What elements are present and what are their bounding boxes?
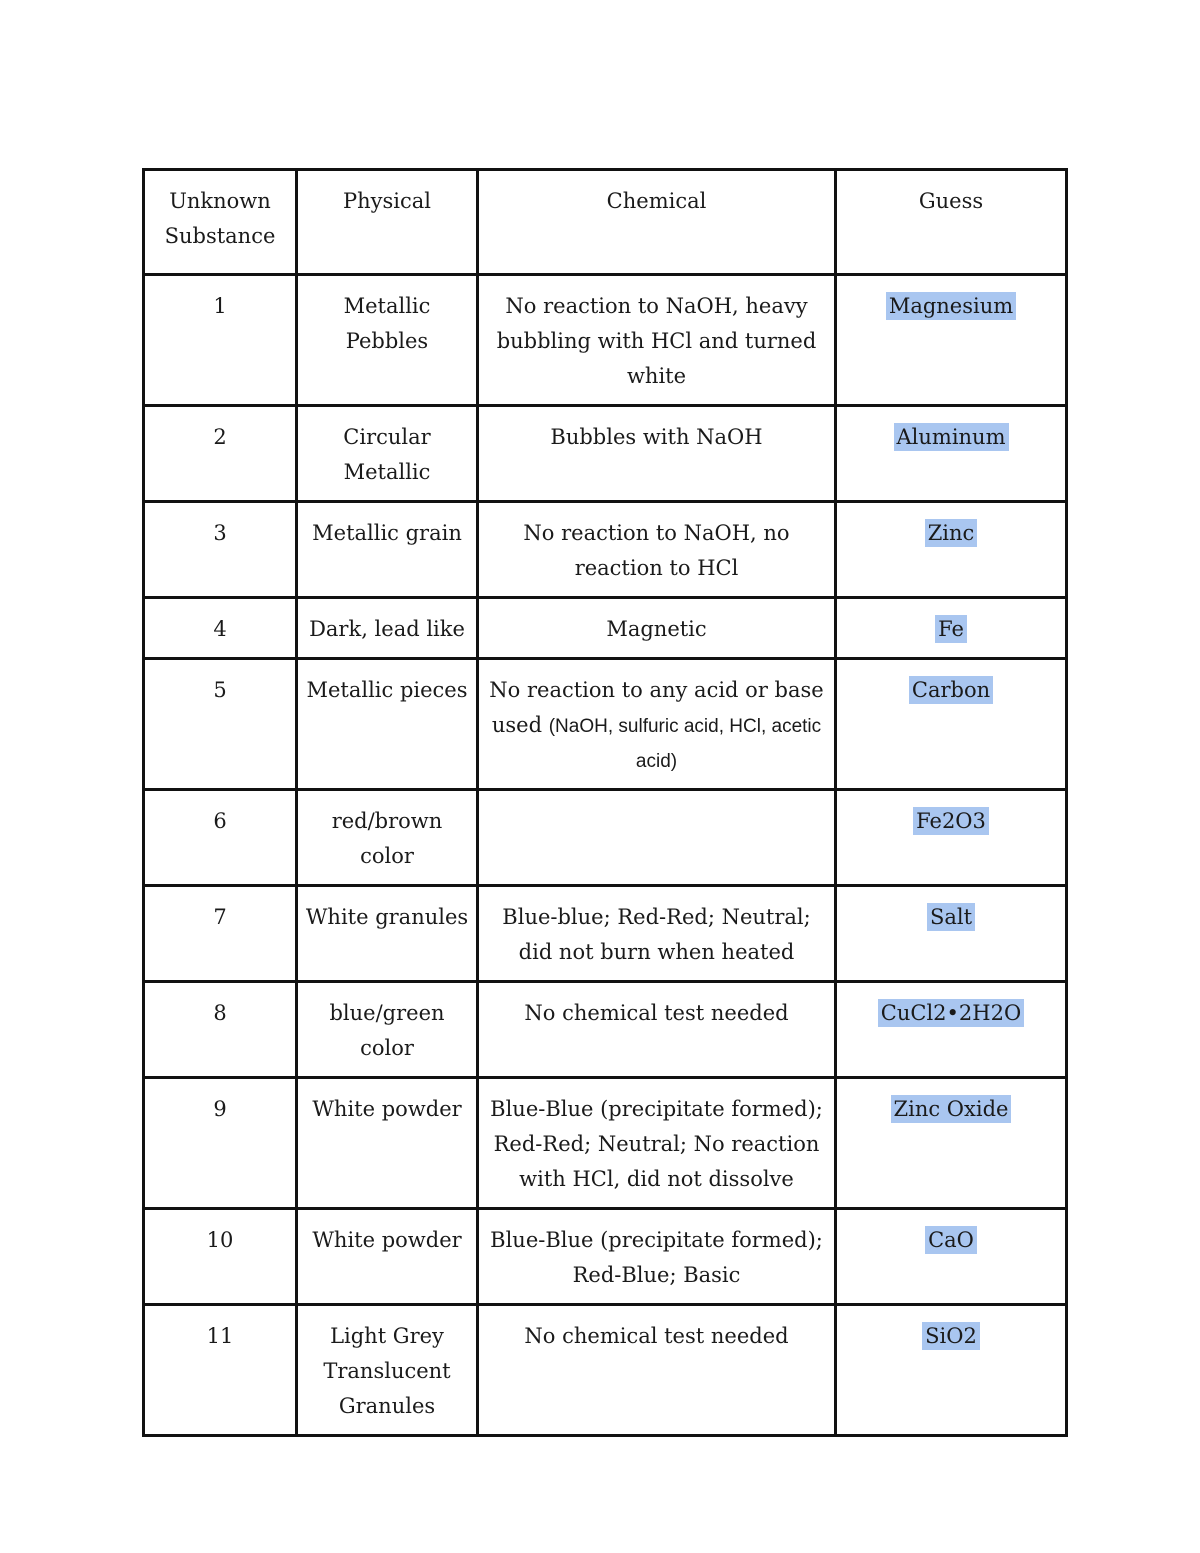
header-chemical: Chemical — [478, 170, 836, 275]
cell-physical: Metallic pieces — [297, 659, 478, 790]
table-row — [144, 598, 1067, 659]
cell-guess — [836, 659, 1067, 790]
table-row — [144, 1209, 1067, 1305]
guess-highlight: Magnesium — [886, 292, 1016, 320]
table-row — [144, 1305, 1067, 1436]
table-row — [144, 659, 1067, 790]
cell-guess — [836, 982, 1067, 1078]
header-physical: Physical — [297, 170, 478, 275]
header-row — [144, 170, 1067, 275]
chemical-text: Bubbles with NaOH — [550, 425, 763, 449]
cell-physical: Dark, lead like — [297, 598, 478, 659]
cell-chemical — [478, 598, 836, 659]
cell-guess — [836, 1209, 1067, 1305]
guess-highlight: Fe — [935, 615, 967, 643]
cell-unknown-substance: 3 — [144, 502, 297, 598]
cell-unknown-substance: 1 — [144, 275, 297, 406]
cell-chemical — [478, 659, 836, 790]
cell-guess — [836, 790, 1067, 886]
table-row — [144, 886, 1067, 982]
guess-highlight: Aluminum — [894, 423, 1009, 451]
guess-highlight: CaO — [925, 1226, 977, 1254]
cell-chemical — [478, 982, 836, 1078]
guess-highlight: SiO2 — [922, 1322, 980, 1350]
table-row — [144, 790, 1067, 886]
cell-chemical — [478, 1209, 836, 1305]
cell-guess — [836, 502, 1067, 598]
chemical-text: No reaction to NaOH, heavy bubbling with HCl and turned white — [496, 294, 817, 388]
cell-physical: White powder — [297, 1078, 478, 1209]
cell-physical: Light Grey Translucent Granules — [297, 1305, 478, 1436]
chemical-text: Magnetic — [606, 617, 707, 641]
guess-highlight: Carbon — [909, 676, 993, 704]
cell-guess — [836, 1305, 1067, 1436]
table-row — [144, 982, 1067, 1078]
cell-guess — [836, 886, 1067, 982]
cell-physical: Metallic Pebbles — [297, 275, 478, 406]
guess-highlight: Zinc Oxide — [891, 1095, 1012, 1123]
cell-unknown-substance: 6 — [144, 790, 297, 886]
cell-physical: red/brown color — [297, 790, 478, 886]
chemical-text: Blue-blue; Red-Red; Neutral; did not burn when heated — [502, 905, 811, 964]
cell-guess — [836, 406, 1067, 502]
header-guess: Guess — [836, 170, 1067, 275]
cell-physical: White granules — [297, 886, 478, 982]
table-body — [144, 170, 1067, 1436]
guess-highlight: Salt — [927, 903, 975, 931]
cell-unknown-substance: 5 — [144, 659, 297, 790]
cell-guess — [836, 598, 1067, 659]
cell-chemical — [478, 790, 836, 886]
chemical-text: No chemical test needed — [524, 1324, 789, 1348]
guess-highlight: Zinc — [925, 519, 978, 547]
cell-chemical — [478, 1078, 836, 1209]
cell-unknown-substance: 4 — [144, 598, 297, 659]
cell-physical: Metallic grain — [297, 502, 478, 598]
chemical-extra-text: (NaOH, sulfuric acid, HCl, acetic acid) — [548, 716, 822, 772]
cell-physical: Circular Metallic — [297, 406, 478, 502]
cell-unknown-substance: 11 — [144, 1305, 297, 1436]
cell-physical: blue/green color — [297, 982, 478, 1078]
table-row — [144, 502, 1067, 598]
header-unknown-substance: Unknown Substance — [144, 170, 297, 275]
chemical-text: No reaction to NaOH, no reaction to HCl — [523, 521, 790, 580]
cell-guess — [836, 1078, 1067, 1209]
cell-unknown-substance: 9 — [144, 1078, 297, 1209]
guess-highlight: CuCl2•2H2O — [878, 999, 1024, 1027]
cell-unknown-substance: 2 — [144, 406, 297, 502]
cell-unknown-substance: 8 — [144, 982, 297, 1078]
chemical-text: Blue-Blue (precipitate formed); Red-Red; Neutral; No reaction with HCl, did not dissolve — [490, 1097, 823, 1191]
cell-physical: White powder — [297, 1209, 478, 1305]
cell-guess — [836, 275, 1067, 406]
table-row — [144, 406, 1067, 502]
guess-highlight: Fe2O3 — [913, 807, 989, 835]
table-row — [144, 1078, 1067, 1209]
substance-table — [142, 168, 1068, 1437]
chemical-text: Blue-Blue (precipitate formed); Red-Blue; Basic — [490, 1228, 823, 1287]
cell-chemical — [478, 1305, 836, 1436]
cell-unknown-substance: 7 — [144, 886, 297, 982]
cell-chemical — [478, 886, 836, 982]
cell-chemical — [478, 275, 836, 406]
cell-chemical — [478, 406, 836, 502]
table-row — [144, 275, 1067, 406]
chemical-text: No chemical test needed — [524, 1001, 789, 1025]
cell-chemical — [478, 502, 836, 598]
cell-unknown-substance: 10 — [144, 1209, 297, 1305]
chemical-text: No reaction to any acid or base used — [489, 678, 824, 737]
